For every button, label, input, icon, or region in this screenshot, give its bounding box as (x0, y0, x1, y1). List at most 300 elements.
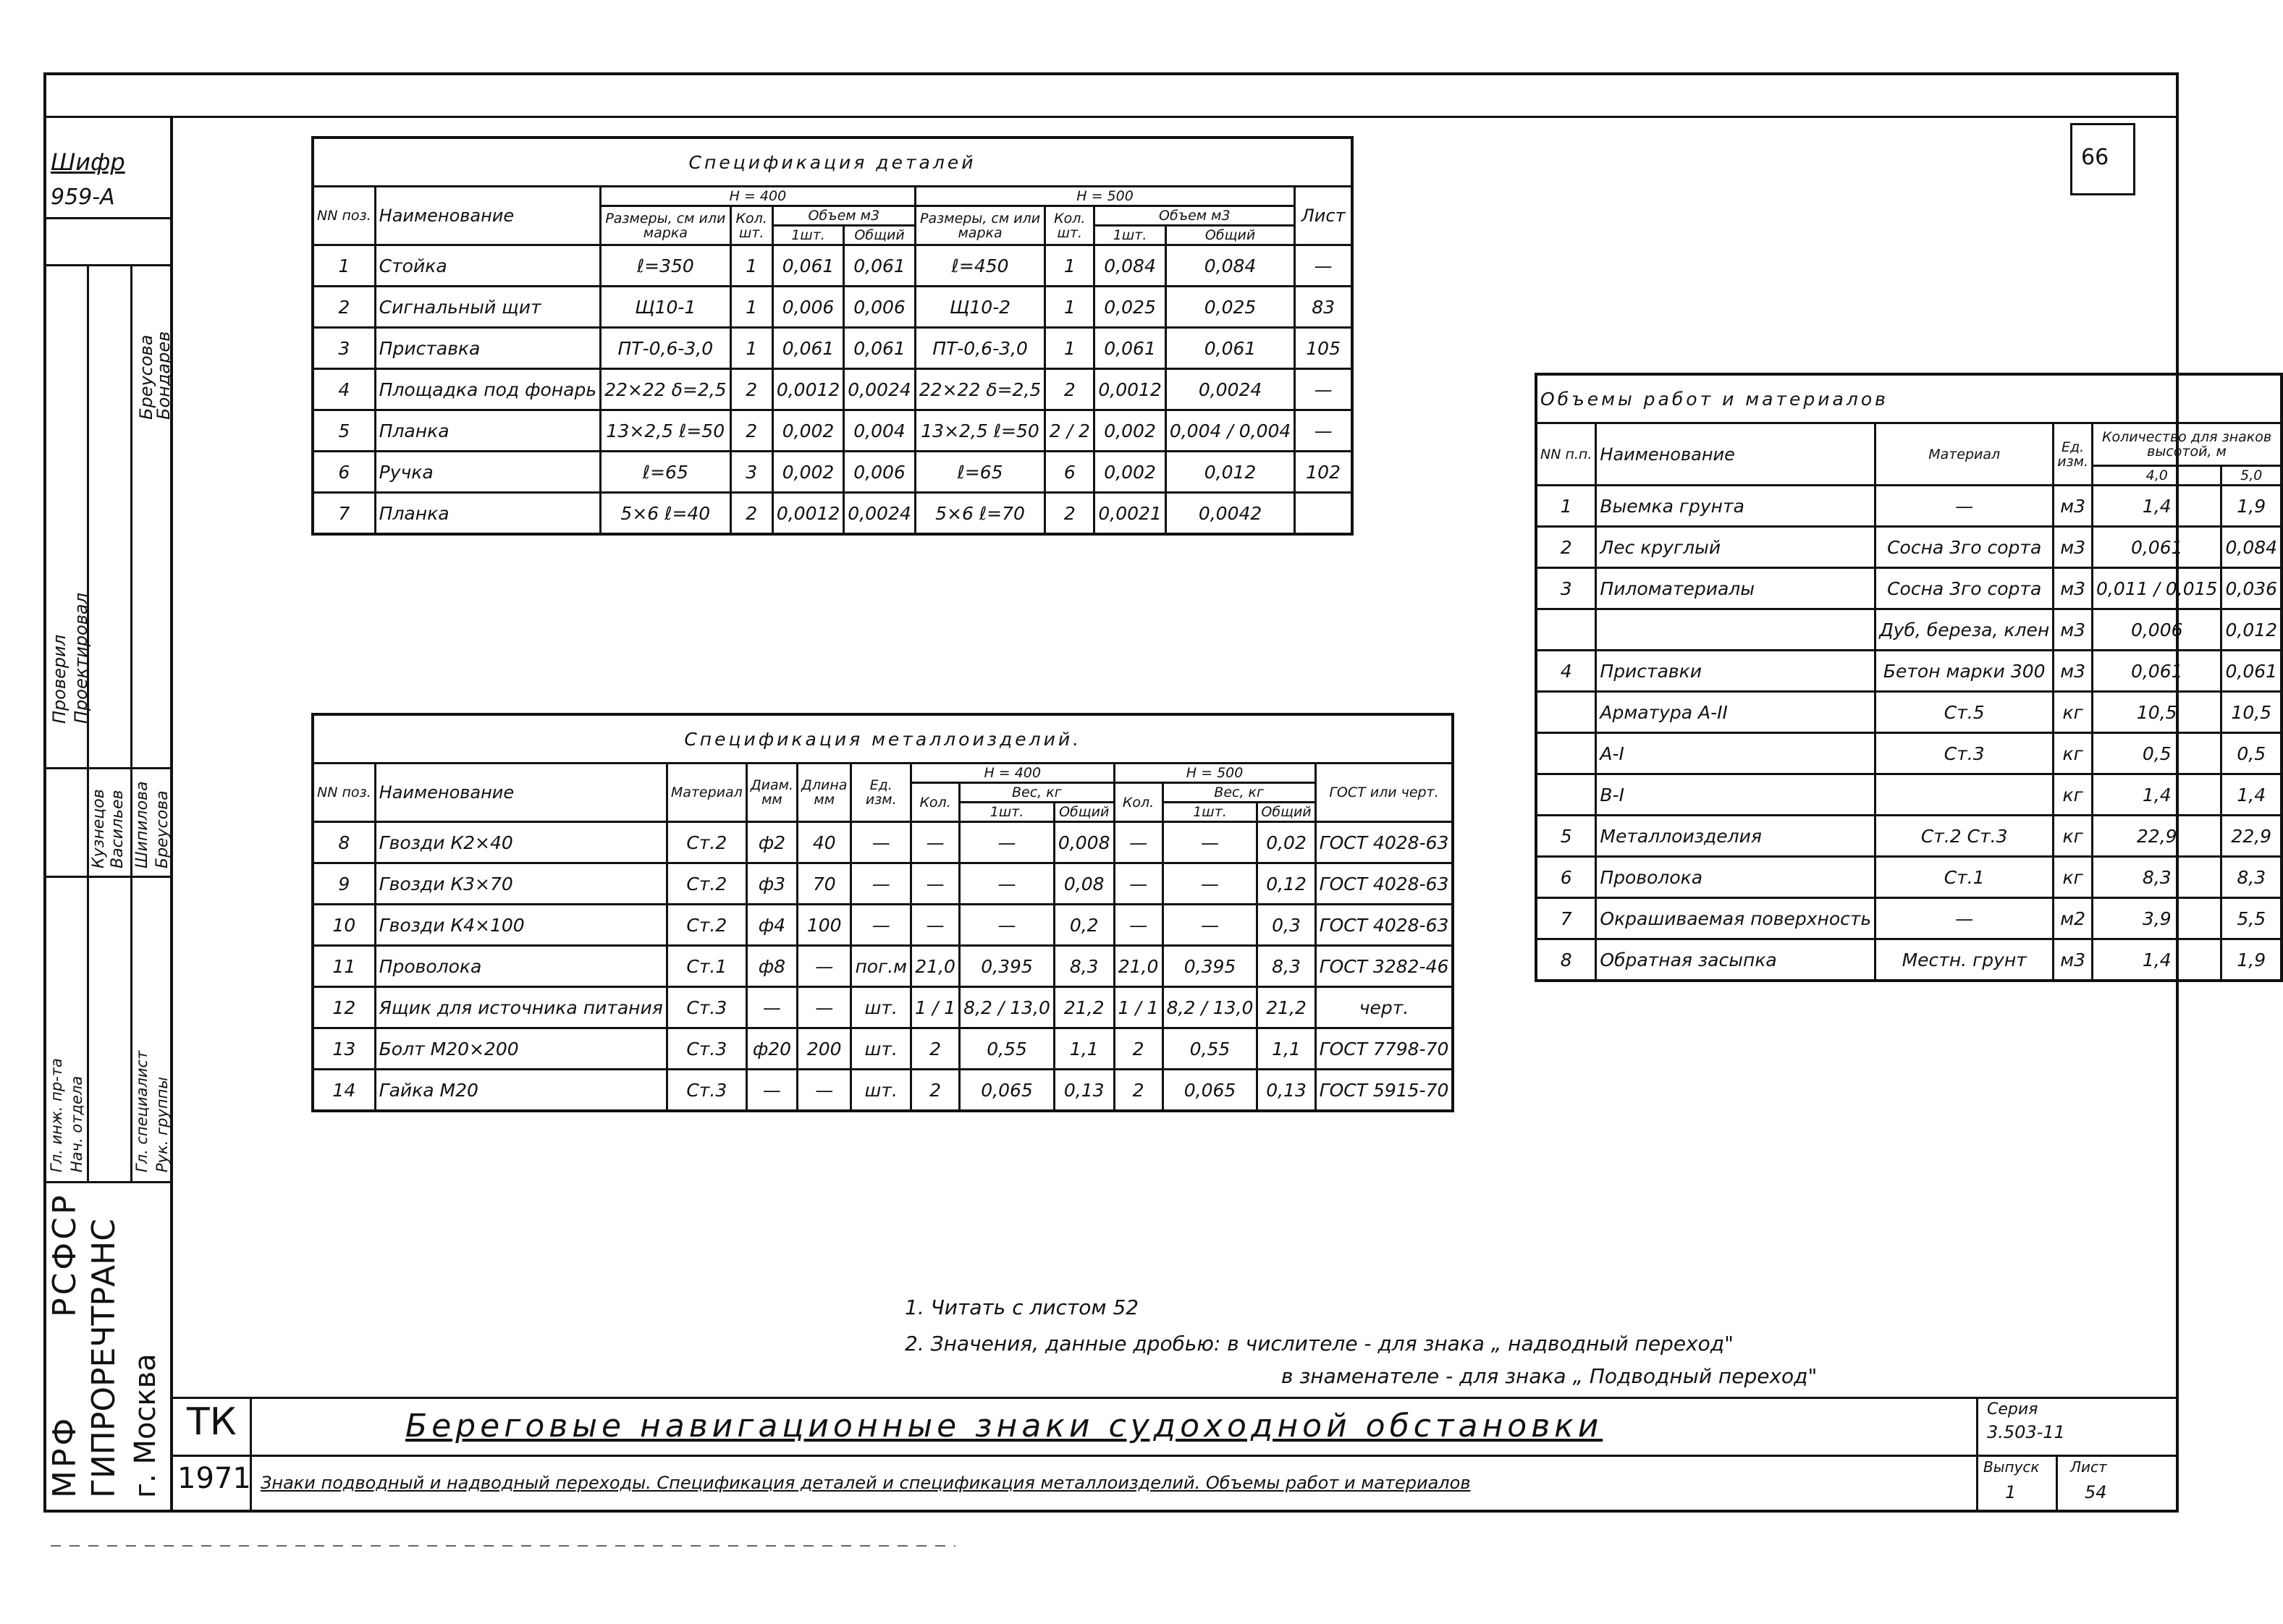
role-checked: Проверил (49, 634, 69, 724)
volumes-row (1536, 527, 2282, 568)
volumes-row-cell: Местн. грунт (1875, 939, 2054, 981)
metal-col-weight-500: Вес, кг (1162, 783, 1315, 803)
details-row-cell: 1 (1045, 287, 1094, 328)
volumes-row-cell: 8,3 (2093, 857, 2221, 898)
sig-col-divider (87, 264, 89, 1183)
metal-row-cell: 10 (313, 905, 375, 946)
volumes-col-name: Наименование (1596, 423, 1875, 486)
note-3: в знаменателе - для знака „ Подводный переход" (1281, 1364, 1818, 1388)
details-row-cell: 2 (313, 287, 375, 328)
details-row-cell: Ручка (375, 452, 600, 493)
metal-row-cell: Проволока (375, 946, 667, 987)
details-row-cell: 3 (313, 328, 375, 369)
metal-row-cell: 0,3 (1257, 905, 1315, 946)
org-institute: ГИПРОРЕЧТРАНС (85, 1219, 122, 1498)
volumes-row-cell: кг (2054, 857, 2093, 898)
cipher-label: Шифр (51, 148, 125, 176)
metal-row-cell: ф8 (746, 946, 797, 987)
volumes-row-cell: Обратная засыпка (1596, 939, 1875, 981)
details-row-cell: 0,006 (844, 287, 915, 328)
metal-row-cell: 8,3 (1054, 946, 1114, 987)
name-designed: Бондарев (153, 331, 174, 420)
metal-row-cell: 2 (1114, 1070, 1162, 1112)
name-chief-engineer: Кузнецов (90, 789, 108, 868)
details-col-vol1-500: 1шт. (1094, 226, 1165, 245)
details-row-cell: ℓ=65 (601, 452, 731, 493)
metal-row-cell: Ст.3 (667, 987, 746, 1028)
metal-col-mat: Материал (667, 764, 746, 822)
org-republic: РСФСР (46, 1192, 83, 1317)
metal-row-cell: 8,2 / 13,0 (960, 987, 1055, 1028)
volumes-row-cell: м3 (2054, 651, 2093, 692)
details-col-sheet: Лист (1295, 187, 1352, 245)
details-row (313, 493, 1352, 535)
cipher-code: 959-А (51, 185, 115, 210)
volumes-row-cell: 22,9 (2221, 816, 2282, 857)
details-row-cell: — (1295, 369, 1352, 410)
stamp-issue-label: Выпуск (1983, 1458, 2040, 1476)
metal-row-cell: 0,55 (1162, 1028, 1257, 1070)
volumes-row-cell: 0,061 (2221, 651, 2282, 692)
stamp-title: Береговые навигационные знаки судоходной обстановки (405, 1408, 1603, 1445)
volumes-row-cell: Лес круглый (1596, 527, 1875, 568)
details-row (313, 369, 1352, 410)
details-row-cell: 1 (730, 328, 772, 369)
metal-row-cell: 0,2 (1054, 905, 1114, 946)
stamp-tk: ТК (187, 1400, 237, 1444)
details-h500: Н = 500 (915, 187, 1295, 206)
volumes-row-cell: Дуб, береза, клен (1875, 609, 2054, 651)
volumes-row-cell: м3 (2054, 609, 2093, 651)
metal-row-cell: — (851, 863, 911, 905)
metal-row-cell: ГОСТ 7798-70 (1315, 1028, 1453, 1070)
metal-row-cell: 0,395 (960, 946, 1055, 987)
stamp-mid-rule (170, 1455, 2179, 1457)
details-row-cell: 1 (730, 287, 772, 328)
details-row-cell: — (1295, 245, 1352, 287)
details-col-volt-500: Общий (1165, 226, 1294, 245)
details-row-cell: 2 (1045, 369, 1094, 410)
details-row-cell: Планка (375, 493, 600, 535)
metal-row-cell: — (1162, 822, 1257, 863)
metal-row-cell: шт. (851, 987, 911, 1028)
volumes-row-cell: 5 (1536, 816, 1596, 857)
details-row-cell: 0,0024 (1165, 369, 1294, 410)
details-row-cell: 4 (313, 369, 375, 410)
volumes-row-cell: Сосна 3го сорта (1875, 527, 2054, 568)
metal-col-unit: Ед. изм. (851, 764, 911, 822)
metal-row-cell: 0,065 (960, 1070, 1055, 1112)
details-row-cell: 6 (313, 452, 375, 493)
metal-row-cell: 21,0 (911, 946, 960, 987)
volumes-row-cell: А-I (1596, 733, 1875, 774)
metal-row-cell: 9 (313, 863, 375, 905)
metal-col-weight: Вес, кг (960, 783, 1114, 803)
metal-row-cell: пог.м (851, 946, 911, 987)
metal-row-cell: — (798, 987, 851, 1028)
details-col-num: NN поз. (313, 187, 375, 245)
details-row-cell: 0,0012 (772, 493, 843, 535)
volumes-row-cell: кг (2054, 816, 2093, 857)
details-col-vol: Объем м3 (772, 206, 915, 226)
metal-row-cell: Ст.2 (667, 822, 746, 863)
volumes-row (1536, 568, 2282, 609)
volumes-row-cell: 0,012 (2221, 609, 2282, 651)
details-row-cell: 0,061 (1165, 328, 1294, 369)
volumes-row-cell: 5,5 (2221, 898, 2282, 939)
metal-row-cell: 40 (798, 822, 851, 863)
volumes-row-cell: Пиломатериалы (1596, 568, 1875, 609)
volumes-row-cell: — (1875, 898, 2054, 939)
metal-row-cell: 13 (313, 1028, 375, 1070)
note-2: 2. Значения, данные дробью: в числителе - для знака „ надводный переход" (905, 1332, 1734, 1356)
metal-row-cell: шт. (851, 1070, 911, 1112)
volumes-row-cell: Приставки (1596, 651, 1875, 692)
details-col-qty: Кол. шт. (730, 206, 772, 245)
metal-row-cell: 2 (911, 1070, 960, 1112)
metal-row-cell: Ст.1 (667, 946, 746, 987)
metal-row-cell: 0,13 (1257, 1070, 1315, 1112)
metal-h500: Н = 500 (1114, 764, 1315, 783)
metal-row (313, 863, 1453, 905)
metal-row-cell: Ст.3 (667, 1028, 746, 1070)
volumes-row-cell: кг (2054, 733, 2093, 774)
details-col-name: Наименование (375, 187, 600, 245)
volumes-row-cell: 2 (1536, 527, 1596, 568)
volumes-row-cell: В-I (1596, 774, 1875, 816)
volumes-row (1536, 816, 2282, 857)
details-col-vol-500: Объем м3 (1094, 206, 1295, 226)
volumes-row-cell: 0,036 (2221, 568, 2282, 609)
metal-row-cell: 1 / 1 (1114, 987, 1162, 1028)
volumes-row-cell: м3 (2054, 527, 2093, 568)
details-row-cell: 2 (730, 493, 772, 535)
volumes-row-cell: 1,4 (2093, 774, 2221, 816)
volumes-row-cell: м2 (2054, 898, 2093, 939)
metal-row-cell: Ст.3 (667, 1070, 746, 1112)
volumes-row-cell: Ст.2 Ст.3 (1875, 816, 2054, 857)
metal-row-cell: 2 (1114, 1028, 1162, 1070)
metal-row-cell: шт. (851, 1028, 911, 1070)
details-h400: Н = 400 (601, 187, 916, 206)
role-chief-engineer: Гл. инж. пр-та (48, 1058, 65, 1172)
metal-row-cell: ГОСТ 4028-63 (1315, 905, 1453, 946)
metal-row-cell: 21,2 (1257, 987, 1315, 1028)
metal-row-cell: 1,1 (1257, 1028, 1315, 1070)
metal-row-cell: 21,0 (1114, 946, 1162, 987)
stamp-sheet-label: Лист (2070, 1458, 2107, 1476)
metal-row-cell: ф4 (746, 905, 797, 946)
volumes-row-cell: 1 (1536, 486, 1596, 527)
volumes-row-cell: 10,5 (2221, 692, 2282, 733)
sig-row-divider (43, 767, 172, 769)
details-row-cell: 2 (1045, 493, 1094, 535)
details-row-cell: ℓ=450 (915, 245, 1045, 287)
page-number: 66 (2081, 145, 2109, 170)
metal-row-cell: — (1162, 863, 1257, 905)
details-row-cell: 0,004 (844, 410, 915, 452)
details-row-cell: 0,061 (772, 328, 843, 369)
details-row-cell: 0,061 (844, 245, 915, 287)
metal-col-qty: Кол. (911, 783, 960, 822)
volumes-row-cell: Арматура А-II (1596, 692, 1875, 733)
volumes-row-cell: м3 (2054, 486, 2093, 527)
metal-row-cell: 200 (798, 1028, 851, 1070)
metal-row-cell: — (960, 822, 1055, 863)
metal-row-cell: — (911, 905, 960, 946)
volumes-row-cell: 1,9 (2221, 939, 2282, 981)
metal-row-cell: 1,1 (1054, 1028, 1114, 1070)
metal-body (313, 822, 1453, 1112)
details-row-cell: 5 (313, 410, 375, 452)
note-1: 1. Читать с листом 52 (905, 1295, 1139, 1319)
details-body (313, 245, 1352, 535)
details-row-cell: 0,0021 (1094, 493, 1165, 535)
volumes-row-cell (1875, 774, 2054, 816)
metal-row-cell: 8,3 (1257, 946, 1315, 987)
volumes-row (1536, 692, 2282, 733)
details-row-cell: 2 / 2 (1045, 410, 1094, 452)
metal-row-cell: — (1114, 905, 1162, 946)
volumes-row-cell: 0,084 (2221, 527, 2282, 568)
volumes-row-cell: Проволока (1596, 857, 1875, 898)
top-rule (43, 116, 2179, 118)
sig-row-divider (43, 876, 172, 878)
metal-row-cell: Гвозди К3×70 (375, 863, 667, 905)
volumes-row-cell: Металлоизделия (1596, 816, 1875, 857)
volumes-row-cell: Сосна 3го сорта (1875, 568, 2054, 609)
volumes-row-cell: 1,4 (2093, 486, 2221, 527)
metal-row-cell: 70 (798, 863, 851, 905)
volumes-row-cell: Бетон марки 300 (1875, 651, 2054, 692)
details-row-cell: 22×22 δ=2,5 (915, 369, 1045, 410)
volumes-row-cell: 4 (1536, 651, 1596, 692)
volumes-row-cell: 0,011 / 0,015 (2093, 568, 2221, 609)
metal-row-cell: — (1162, 905, 1257, 946)
volumes-row (1536, 774, 2282, 816)
volumes-row-cell: 0,006 (2093, 609, 2221, 651)
details-row-cell: 0,0042 (1165, 493, 1294, 535)
metal-row-cell: Гвозди К4×100 (375, 905, 667, 946)
volumes-col-50: 5,0 (2221, 466, 2282, 486)
details-row-cell: 0,061 (1094, 328, 1165, 369)
metal-row-cell: — (746, 987, 797, 1028)
details-row-cell: 5×6 ℓ=70 (915, 493, 1045, 535)
metal-col-num: NN поз. (313, 764, 375, 822)
metal-row-cell: — (911, 822, 960, 863)
details-row-cell: ℓ=65 (915, 452, 1045, 493)
metal-row-cell: ГОСТ 4028-63 (1315, 822, 1453, 863)
volumes-row (1536, 651, 2282, 692)
volumes-row (1536, 609, 2282, 651)
volumes-row-cell (1536, 733, 1596, 774)
name-group-leader: Бреусова (153, 790, 172, 868)
details-row-cell: 0,0024 (844, 369, 915, 410)
metal-col-name: Наименование (375, 764, 667, 822)
role-designed: Проектировал (71, 593, 91, 724)
volumes-row (1536, 898, 2282, 939)
volumes-col-qty: Количество для знаков высотой, м (2093, 423, 2282, 466)
details-row-cell: 1 (313, 245, 375, 287)
details-table (311, 136, 1354, 536)
details-row-cell: 0,084 (1165, 245, 1294, 287)
volumes-row-cell: Выемка грунта (1596, 486, 1875, 527)
stamp-left-divider (250, 1397, 252, 1513)
details-row-cell: 0,0024 (844, 493, 915, 535)
volumes-body (1536, 486, 2282, 981)
details-row-cell: Щ10-2 (915, 287, 1045, 328)
metal-col-len: Длина мм (798, 764, 851, 822)
details-row-cell: 1 (1045, 245, 1094, 287)
details-row-cell: 2 (730, 410, 772, 452)
details-row-cell: 1 (730, 245, 772, 287)
name-head-dept: Васильев (109, 790, 127, 868)
metal-row-cell: ГОСТ 4028-63 (1315, 863, 1453, 905)
metal-row-cell: 8,2 / 13,0 (1162, 987, 1257, 1028)
volumes-row-cell: 6 (1536, 857, 1596, 898)
details-col-volt: Общий (844, 226, 915, 245)
details-row-cell: — (1295, 410, 1352, 452)
metal-row-cell: — (1114, 863, 1162, 905)
metal-row-cell: 0,12 (1257, 863, 1315, 905)
metal-row-cell: — (746, 1070, 797, 1112)
metal-row-cell: ф20 (746, 1028, 797, 1070)
metal-table (311, 713, 1454, 1112)
role-chief-specialist: Гл. специалист (133, 1050, 151, 1172)
details-row-cell: Стойка (375, 245, 600, 287)
volumes-row-cell: 8 (1536, 939, 1596, 981)
metal-row-cell: ф2 (746, 822, 797, 863)
details-row-cell: 0,025 (1094, 287, 1165, 328)
metal-col-w1-500: 1шт. (1162, 803, 1257, 822)
volumes-row-cell: Ст.3 (1875, 733, 2054, 774)
metal-row-cell: — (911, 863, 960, 905)
volumes-row-cell: Ст.5 (1875, 692, 2054, 733)
volumes-col-unit: Ед. изм. (2054, 423, 2093, 486)
metal-h400: Н = 400 (911, 764, 1114, 783)
volumes-row-cell: 0,061 (2093, 527, 2221, 568)
stamp-series: 3.503-11 (1987, 1422, 2065, 1442)
details-row-cell: 83 (1295, 287, 1352, 328)
metal-row (313, 822, 1453, 863)
details-row-cell: Сигнальный щит (375, 287, 600, 328)
stamp-top-rule (170, 1397, 2179, 1399)
metal-row-cell: 0,395 (1162, 946, 1257, 987)
metal-row-cell: Гвозди К2×40 (375, 822, 667, 863)
org-city: г. Москва (129, 1353, 162, 1498)
volumes-row-cell: 22,9 (2093, 816, 2221, 857)
details-row-cell: 0,0012 (772, 369, 843, 410)
details-row-cell: 0,061 (844, 328, 915, 369)
role-head-dept: Нач. отдела (68, 1075, 85, 1172)
metal-col-diam: Диам. мм (746, 764, 797, 822)
metal-col-w1: 1шт. (960, 803, 1055, 822)
volumes-row-cell: кг (2054, 774, 2093, 816)
details-row-cell: 0,002 (1094, 452, 1165, 493)
stamp-series-label: Серия (1987, 1400, 2038, 1418)
volumes-row-cell: 10,5 (2093, 692, 2221, 733)
name-chief-specialist: Шипилова (133, 781, 151, 868)
metal-row-cell: 100 (798, 905, 851, 946)
metal-row (313, 1028, 1453, 1070)
volumes-row-cell: кг (2054, 692, 2093, 733)
metal-row-cell: 0,008 (1054, 822, 1114, 863)
metal-row-cell: 12 (313, 987, 375, 1028)
volumes-row-cell: 3,9 (2093, 898, 2221, 939)
details-row (313, 328, 1352, 369)
metal-row (313, 987, 1453, 1028)
details-row-cell: Приставка (375, 328, 600, 369)
metal-title: Спецификация металлоизделий. (313, 714, 1453, 764)
details-row (313, 245, 1352, 287)
details-row-cell: ПТ-0,6-3,0 (915, 328, 1045, 369)
volumes-row-cell: м3 (2054, 939, 2093, 981)
metal-row-cell: 0,13 (1054, 1070, 1114, 1112)
metal-col-qty-500: Кол. (1114, 783, 1162, 822)
volumes-col-mat: Материал (1875, 423, 2054, 486)
metal-row-cell: — (798, 946, 851, 987)
details-row-cell: 22×22 δ=2,5 (601, 369, 731, 410)
volumes-row-cell: 7 (1536, 898, 1596, 939)
details-row-cell: 0,002 (772, 410, 843, 452)
details-row-cell: 0,0012 (1094, 369, 1165, 410)
details-row-cell: 13×2,5 ℓ=50 (915, 410, 1045, 452)
metal-row-cell: черт. (1315, 987, 1453, 1028)
details-row-cell: 5×6 ℓ=40 (601, 493, 731, 535)
stamp-right-divider (1976, 1397, 1978, 1513)
metal-row-cell: — (960, 905, 1055, 946)
volumes-row-cell: 0,5 (2221, 733, 2282, 774)
metal-row-cell: Ст.2 (667, 905, 746, 946)
volumes-row-cell: 1,4 (2093, 939, 2221, 981)
details-row (313, 287, 1352, 328)
details-row-cell: 0,084 (1094, 245, 1165, 287)
volumes-row-cell: 0,5 (2093, 733, 2221, 774)
metal-col-wt-500: Общий (1257, 803, 1315, 822)
details-row-cell: 105 (1295, 328, 1352, 369)
details-row (313, 452, 1352, 493)
volumes-row (1536, 486, 2282, 527)
stamp-year: 1971 (177, 1462, 251, 1495)
volumes-table (1535, 373, 2283, 982)
details-row-cell: 0,012 (1165, 452, 1294, 493)
metal-row-cell: Ст.2 (667, 863, 746, 905)
metal-row-cell: 1 / 1 (911, 987, 960, 1028)
metal-row-cell: 0,08 (1054, 863, 1114, 905)
volumes-row-cell (1536, 609, 1596, 651)
volumes-row-cell: 8,3 (2221, 857, 2282, 898)
role-group-leader: Рук. группы (153, 1077, 171, 1172)
volumes-row-cell: — (1875, 486, 2054, 527)
volumes-row-cell (1536, 692, 1596, 733)
metal-row-cell: — (851, 905, 911, 946)
volumes-row-cell: Ст.1 (1875, 857, 2054, 898)
volumes-row-cell: м3 (2054, 568, 2093, 609)
details-row-cell: 7 (313, 493, 375, 535)
metal-col-gost: ГОСТ или черт. (1315, 764, 1453, 822)
metal-row-cell: 2 (911, 1028, 960, 1070)
stamp-issue: 1 (2005, 1482, 2017, 1502)
details-row-cell: 13×2,5 ℓ=50 (601, 410, 731, 452)
metal-row (313, 946, 1453, 987)
details-col-qty-500: Кол. шт. (1045, 206, 1094, 245)
details-col-size: Размеры, см или марка (601, 206, 731, 245)
metal-row-cell: 0,55 (960, 1028, 1055, 1070)
details-col-size-500: Размеры, см или марка (915, 206, 1045, 245)
volumes-row-cell: 1,4 (2221, 774, 2282, 816)
details-row-cell: 0,004 / 0,004 (1165, 410, 1294, 452)
sig-col-divider (130, 264, 132, 1183)
